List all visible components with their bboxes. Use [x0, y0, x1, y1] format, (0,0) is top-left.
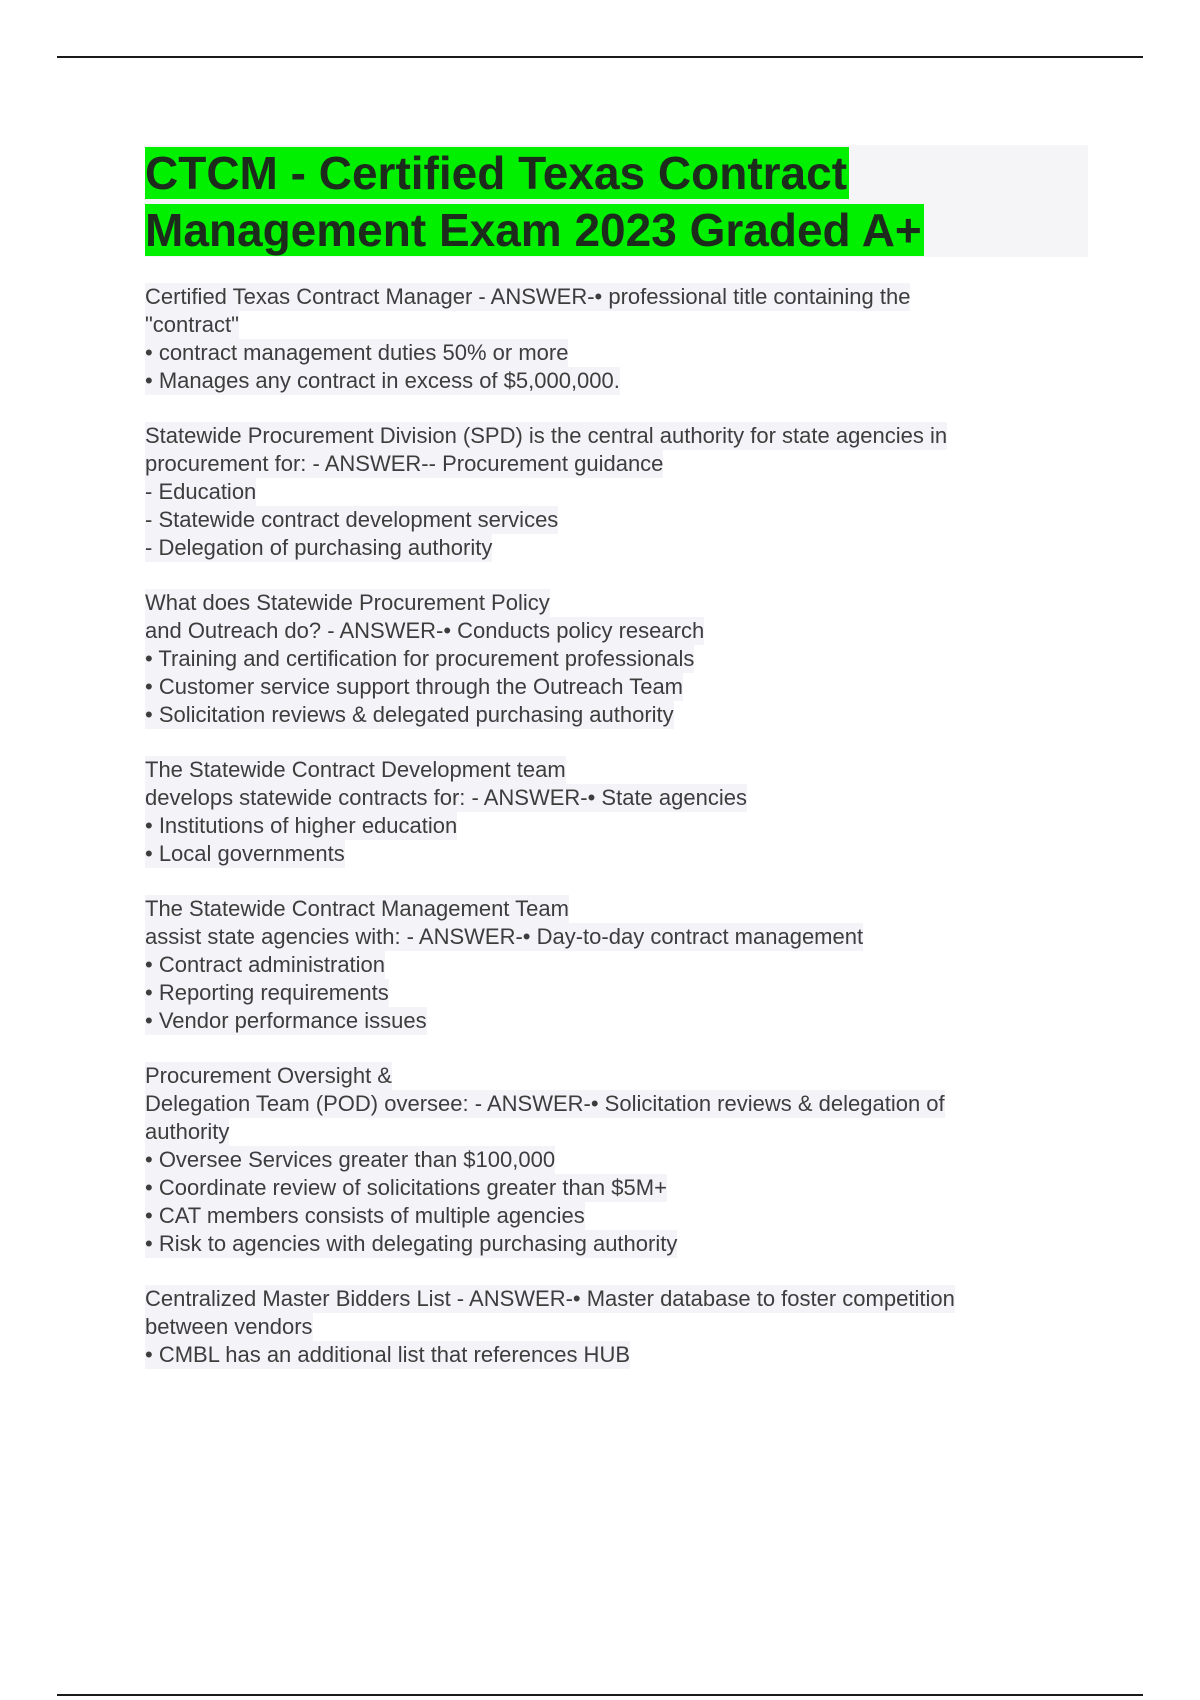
- qa-list: [145, 283, 1045, 1396]
- qa-line: The Statewide Contract Development team: [145, 757, 566, 782]
- top-rule: [57, 56, 1143, 58]
- qa-line: • Vendor performance issues: [145, 1008, 427, 1033]
- qa-line: • Institutions of higher education: [145, 813, 458, 838]
- qa-line: • CMBL has an additional list that references HUB: [145, 1342, 631, 1367]
- qa-item: [145, 589, 1045, 729]
- title-block: [145, 145, 1088, 257]
- qa-line: • Coordinate review of solicitations greater than $5M+: [145, 1175, 667, 1200]
- qa-line: Certified Texas Contract Manager - ANSWER-• professional title containing the: [145, 284, 911, 309]
- qa-item: [145, 283, 1045, 395]
- qa-line: - Delegation of purchasing authority: [145, 535, 493, 560]
- qa-line: - Statewide contract development services: [145, 507, 559, 532]
- qa-line: procurement for: - ANSWER-- Procurement guidance: [145, 451, 664, 476]
- qa-line: What does Statewide Procurement Policy: [145, 590, 550, 615]
- title-line-2: Management Exam 2023 Graded A+: [145, 204, 922, 256]
- page-title: [145, 145, 1088, 259]
- bottom-rule: [57, 1694, 1143, 1696]
- qa-line: • Training and certification for procurement professionals: [145, 646, 695, 671]
- title-line-1: CTCM - Certified Texas Contract: [145, 147, 848, 199]
- qa-line: assist state agencies with: - ANSWER-• Day-to-day contract management: [145, 924, 864, 949]
- qa-line: • Manages any contract in excess of $5,000,000.: [145, 368, 620, 393]
- qa-line: • contract management duties 50% or more: [145, 340, 569, 365]
- qa-line: Delegation Team (POD) oversee: - ANSWER-• Solicitation reviews & delegation of: [145, 1091, 945, 1116]
- qa-line: • Oversee Services greater than $100,000: [145, 1147, 556, 1172]
- qa-item: [145, 756, 1045, 868]
- qa-line: • CAT members consists of multiple agencies: [145, 1203, 585, 1228]
- qa-line: • Risk to agencies with delegating purchasing authority: [145, 1231, 678, 1256]
- qa-line: Statewide Procurement Division (SPD) is the central authority for state agencies in: [145, 423, 948, 448]
- qa-line: • Customer service support through the Outreach Team: [145, 674, 684, 699]
- qa-line: The Statewide Contract Management Team: [145, 896, 569, 921]
- qa-line: • Contract administration: [145, 952, 386, 977]
- qa-item: [145, 1285, 1045, 1369]
- qa-line: Centralized Master Bidders List - ANSWER-• Master database to foster competition: [145, 1286, 955, 1311]
- qa-line: "contract": [145, 312, 239, 337]
- qa-line: - Education: [145, 479, 257, 504]
- qa-line: authority: [145, 1119, 230, 1144]
- qa-item: [145, 895, 1045, 1035]
- qa-item: [145, 1062, 1045, 1258]
- qa-line: develops statewide contracts for: - ANSWER-• State agencies: [145, 785, 747, 810]
- qa-line: • Solicitation reviews & delegated purchasing authority: [145, 702, 674, 727]
- qa-line: between vendors: [145, 1314, 313, 1339]
- qa-item: [145, 422, 1045, 562]
- qa-line: • Local governments: [145, 841, 345, 866]
- qa-line: Procurement Oversight &: [145, 1063, 392, 1088]
- qa-line: and Outreach do? - ANSWER-• Conducts policy research: [145, 618, 705, 643]
- qa-line: • Reporting requirements: [145, 980, 389, 1005]
